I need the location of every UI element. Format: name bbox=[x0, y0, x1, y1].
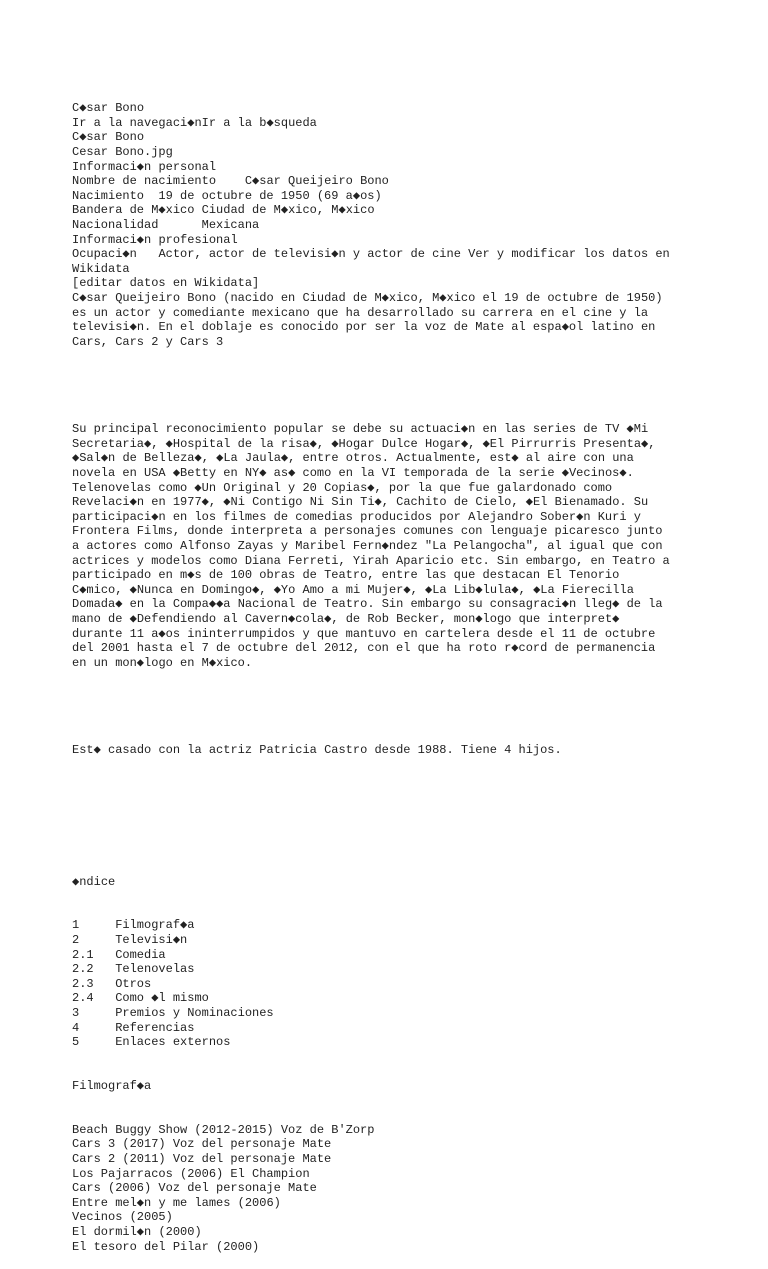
filmography-item: El dormil◆n (2000) bbox=[72, 1224, 202, 1239]
text-line: Ir a la navegaci◆nIr a la b◆squeda bbox=[72, 115, 317, 130]
text-line: televisi◆n. En el doblaje es conocido por ser la voz de Mate al espa◆ol latino en bbox=[72, 320, 656, 335]
text-line: Frontera Films, donde interpreta a personajes comunes con lenguaje picaresco junto bbox=[72, 524, 663, 539]
toc-item: 4 Referencias bbox=[72, 1020, 195, 1035]
text-line: a actores como Alfonso Zayas y Maribel Fern◆ndez "La Pelangocha", al igual que con bbox=[72, 539, 663, 553]
text-line: del 2001 hasta el 7 de octubre del 2012, con el que ha roto r◆cord de permanencia bbox=[72, 641, 656, 656]
text-line: en un mon◆logo en M◆xico. bbox=[72, 655, 253, 670]
blank-line bbox=[72, 378, 702, 393]
text-line: Domada◆ en la Compa◆◆a Nacional de Teatro. Sin embargo su consagraci◆n lleg◆ de la bbox=[72, 597, 663, 612]
toc-item: 5 Enlaces externos bbox=[72, 1035, 231, 1050]
text-line: novela en USA ◆Betty en NY◆ as◆ como en la VI temporada de la serie ◆Vecinos◆. bbox=[72, 466, 634, 481]
filmography-item: Beach Buggy Show (2012-2015) Voz de B'Zorp bbox=[72, 1122, 375, 1137]
text-line: actrices y modelos como Diana Ferreti, Yirah Aparicio etc. Sin embargo, en Teatro a bbox=[72, 553, 670, 568]
document-body bbox=[72, 72, 702, 1269]
filmography-item: El tesoro del Pilar (2000) bbox=[72, 1239, 260, 1254]
text-line: C◆sar Queijeiro Bono (nacido en Ciudad de M◆xico, M◆xico el 19 de octubre de 1950) bbox=[72, 290, 663, 305]
text-line: Nombre de nacimiento C◆sar Queijeiro Bono bbox=[72, 174, 389, 189]
toc-item: 1 Filmograf◆a bbox=[72, 918, 195, 933]
filmography-item: Entre mel◆n y me lames (2006) bbox=[72, 1195, 281, 1210]
career-paragraph bbox=[72, 422, 702, 670]
text-line: mano de ◆Defendiendo al Cavern◆cola◆, de Rob Becker, mon◆logo que interpret◆ bbox=[72, 611, 620, 626]
toc-title: ◆ndice bbox=[72, 874, 116, 889]
filmography-item: Cars 2 (2011) Voz del personaje Mate bbox=[72, 1151, 332, 1166]
table-of-contents bbox=[72, 918, 702, 1049]
text-line: participaci◆n en los filmes de comedias producidos por Alejandro Sober◆n Kuri y bbox=[72, 509, 641, 524]
text-line: Nacionalidad Mexicana bbox=[72, 217, 260, 232]
toc-item: 3 Premios y Nominaciones bbox=[72, 1006, 274, 1020]
text-line: Bandera de M◆xico Ciudad de M◆xico, M◆xico bbox=[72, 203, 375, 218]
text-line: Ocupaci◆n Actor, actor de televisi◆n y actor de cine Ver y modificar los datos en bbox=[72, 247, 670, 262]
text-line: [editar datos en Wikidata] bbox=[72, 276, 260, 291]
filmography-title: Filmograf◆a bbox=[72, 1078, 152, 1093]
text-line: Nacimiento 19 de octubre de 1950 (69 a◆os) bbox=[72, 188, 382, 203]
text-line: Su principal reconocimiento popular se debe su actuaci◆n en las series de TV ◆Mi bbox=[72, 422, 649, 437]
text-line: ◆Sal◆n de Belleza◆, ◆La Jaula◆, entre otros. Actualmente, est◆ al aire con una bbox=[72, 451, 634, 466]
text-line: durante 11 a◆os ininterrumpidos y que mantuvo en cartelera desde el 11 de octubre bbox=[72, 626, 656, 641]
filmography-item: Los Pajarracos (2006) El Champion bbox=[72, 1166, 310, 1181]
article-header-section bbox=[72, 101, 702, 349]
text-line: C◆sar Bono bbox=[72, 101, 145, 116]
filmography-item: Cars 3 (2017) Voz del personaje Mate bbox=[72, 1137, 332, 1152]
text-line: Revelaci◆n en 1977◆, ◆Ni Contigo Ni Sin Ti◆, Cachito de Cielo, ◆El Bienamado. Su bbox=[72, 495, 649, 510]
text-line: Wikidata bbox=[72, 261, 130, 276]
filmography-item: Cars (2006) Voz del personaje Mate bbox=[72, 1181, 317, 1196]
toc-item: 2.4 Como ◆l mismo bbox=[72, 991, 209, 1006]
text-line: Telenovelas como ◆Un Original y 20 Copias◆, por la que fue galardonado como bbox=[72, 480, 613, 495]
text-line: participado en m◆s de 100 obras de Teatro, entre las que destacan El Tenorio bbox=[72, 568, 620, 583]
filmography-item: Vecinos (2005) bbox=[72, 1210, 173, 1225]
text-line: C◆sar Bono bbox=[72, 130, 145, 145]
text-line: Cesar Bono.jpg bbox=[72, 144, 173, 159]
text-line: Informaci◆n profesional bbox=[72, 232, 238, 247]
toc-item: 2 Televisi◆n bbox=[72, 933, 188, 948]
text-line: C◆mico, ◆Nunca en Domingo◆, ◆Yo Amo a mi Mujer◆, ◆La Lib◆lula◆, ◆La Fierecilla bbox=[72, 582, 634, 597]
toc-item: 2.3 Otros bbox=[72, 976, 152, 991]
text-line: es un actor y comediante mexicano que ha desarrollado su carrera en el cine y la bbox=[72, 305, 649, 320]
filmography-list bbox=[72, 1123, 702, 1254]
blank-line bbox=[72, 831, 702, 846]
text-line: Informaci◆n personal bbox=[72, 159, 217, 174]
text-line: Secretaria◆, ◆Hospital de la risa◆, ◆Hogar Dulce Hogar◆, ◆El Pirrurris Presenta◆, bbox=[72, 436, 656, 451]
toc-item: 2.2 Telenovelas bbox=[72, 962, 195, 977]
text-line: Cars, Cars 2 y Cars 3 bbox=[72, 334, 224, 349]
toc-item: 2.1 Comedia bbox=[72, 947, 166, 962]
blank-line bbox=[72, 787, 702, 802]
blank-line bbox=[72, 700, 702, 715]
family-paragraph: Est◆ casado con la actriz Patricia Castro desde 1988. Tiene 4 hijos. bbox=[72, 743, 562, 758]
